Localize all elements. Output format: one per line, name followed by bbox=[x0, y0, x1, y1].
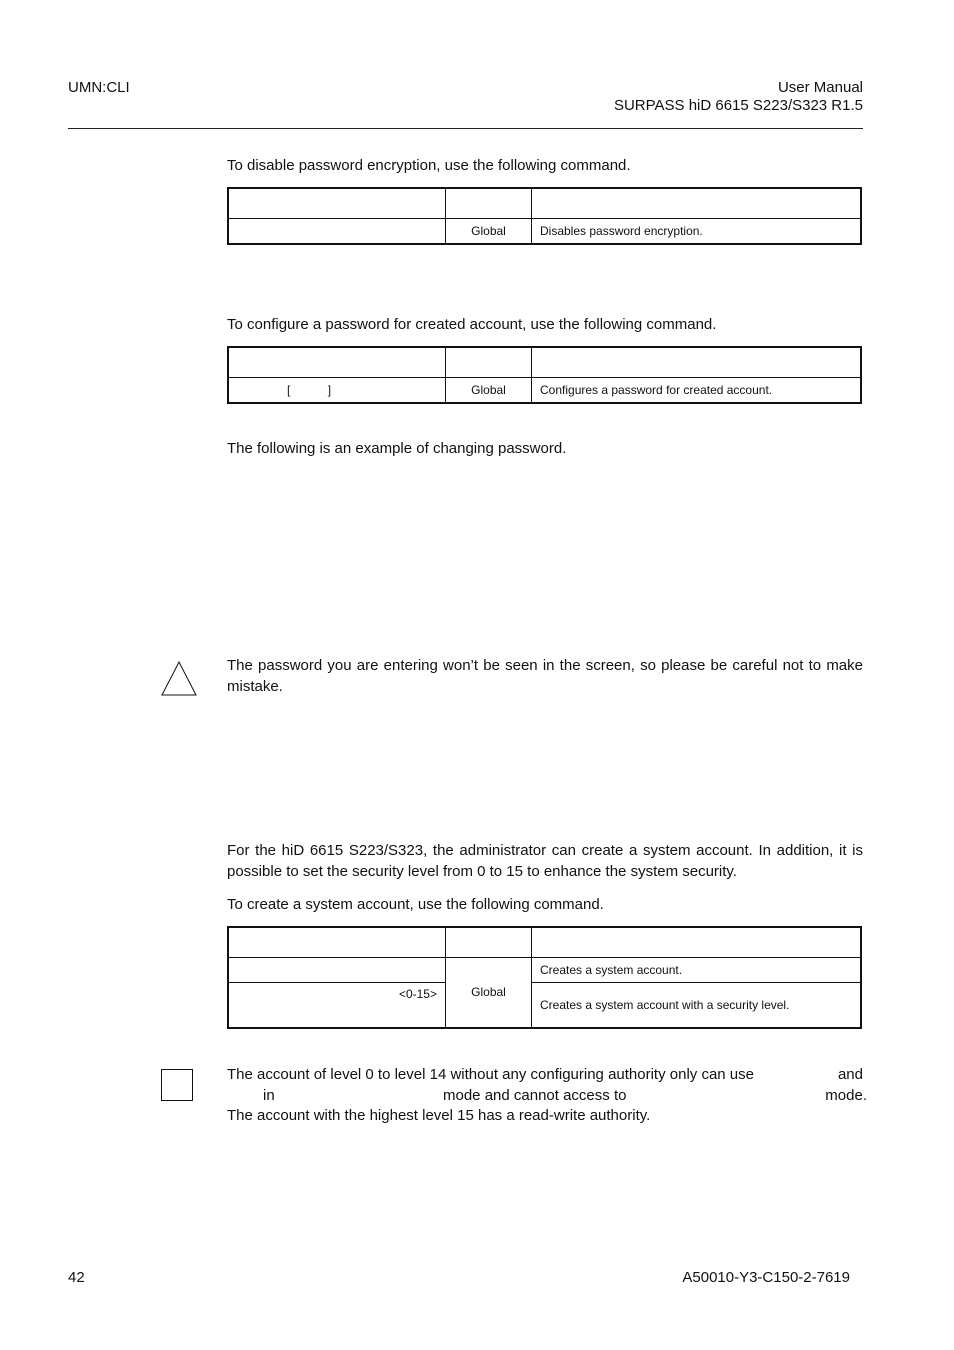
table-header-row bbox=[228, 927, 861, 958]
header-title: User Manual bbox=[777, 79, 863, 96]
optional-open-bracket: [ bbox=[287, 382, 291, 397]
note-text: mode. bbox=[825, 1087, 867, 1104]
note-line-2 bbox=[227, 1086, 867, 1106]
note-line-3: The account with the highest level 15 has a read-write authority. bbox=[227, 1107, 651, 1124]
page-number: 42 bbox=[68, 1269, 85, 1286]
mode-cell: Global bbox=[446, 219, 532, 244]
header-subtitle: SURPASS hiD 6615 S223/S323 R1.5 bbox=[613, 97, 863, 114]
table-header-description bbox=[532, 188, 862, 219]
disable-encryption-table bbox=[227, 187, 862, 245]
command-cell bbox=[228, 219, 446, 244]
description-cell: Creates a system account. bbox=[532, 958, 862, 983]
table-header-description bbox=[532, 927, 862, 958]
note-text: mode and cannot access to bbox=[443, 1087, 627, 1104]
configure-password-table bbox=[227, 346, 862, 404]
command-cell bbox=[228, 958, 446, 983]
optional-close-bracket: ] bbox=[327, 382, 332, 397]
command-cell bbox=[228, 378, 446, 403]
table-header-row bbox=[228, 347, 861, 378]
note-text: The account of level 0 to level 14 without any configuring authority only can use bbox=[227, 1066, 754, 1083]
note-box-icon bbox=[161, 1069, 193, 1101]
table-row bbox=[228, 219, 861, 244]
note-text: and bbox=[837, 1066, 863, 1083]
warning-triangle-icon bbox=[161, 661, 197, 696]
command-cell: <0-15> bbox=[228, 983, 446, 1028]
table-header-mode bbox=[446, 188, 532, 219]
mode-cell: Global bbox=[446, 958, 532, 1028]
table-header-description bbox=[532, 347, 862, 378]
description-cell: Configures a password for created account. bbox=[532, 378, 862, 403]
table-row bbox=[228, 378, 861, 403]
create-account-intro: To create a system account, use the following command. bbox=[227, 896, 604, 913]
header-left: UMN:CLI bbox=[68, 79, 130, 96]
table-header-command bbox=[228, 347, 446, 378]
mode-cell: Global bbox=[446, 378, 532, 403]
caution-text: The password you are entering won’t be seen in the screen, so please be careful not to make mistake. bbox=[227, 657, 863, 695]
table-header-row bbox=[228, 188, 861, 219]
table-header-command bbox=[228, 927, 446, 958]
table-row bbox=[228, 958, 861, 983]
table-header-mode bbox=[446, 927, 532, 958]
note-line-1 bbox=[227, 1065, 863, 1085]
description-cell: Disables password encryption. bbox=[532, 219, 862, 244]
table-header-command bbox=[228, 188, 446, 219]
header-rule bbox=[68, 128, 863, 129]
disable-encryption-intro: To disable password encryption, use the following command. bbox=[227, 157, 631, 174]
example-intro: The following is an example of changing password. bbox=[227, 440, 567, 457]
note-text: in bbox=[263, 1087, 275, 1104]
document-id: A50010-Y3-C150-2-7619 bbox=[682, 1269, 850, 1286]
description-cell: Creates a system account with a security level. bbox=[532, 983, 862, 1028]
system-account-intro: For the hiD 6615 S223/S323, the administrator can create a system account. In addition, it is possible to set the security level from 0 to 15 to enhance the system security. bbox=[227, 842, 863, 880]
table-row bbox=[228, 983, 861, 1028]
create-account-table bbox=[227, 926, 862, 1029]
table-header-mode bbox=[446, 347, 532, 378]
configure-password-intro: To configure a password for created account, use the following command. bbox=[227, 316, 717, 333]
